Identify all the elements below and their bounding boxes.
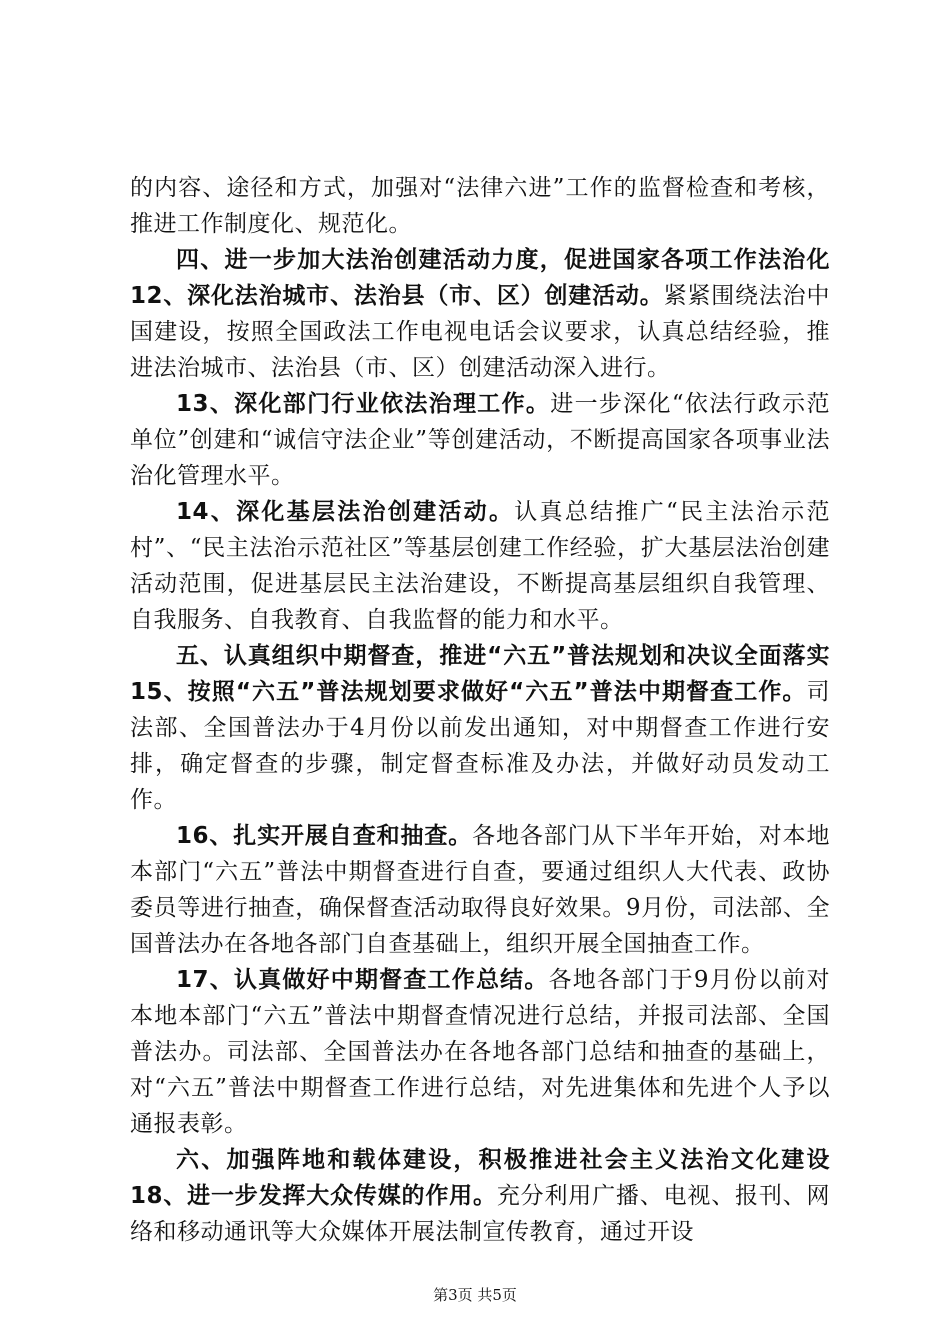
- paragraph-text: 司法部、全国普法办于4月份以前发出通知，对中期督查工作进行安排，确定督查的步骤，制定督查标准及办法，并做好动员发动工作。: [130, 679, 830, 813]
- paragraph-text: 各地各部门于9月份以前对本地本部门“六五”普法中期督查情况进行总结，并报司法部、全国普法办。司法部、全国普法办在各地各部门总结和抽查的基础上，对“六五”普法中期督查工作进行总结，对先进集体和先进个人予以通报表彰。: [130, 967, 830, 1137]
- paragraph-4: [130, 494, 830, 638]
- paragraph-5: [130, 638, 830, 818]
- paragraph-text: 的内容、途径和方式，加强对“法律六进”工作的监督检查和考核，推进工作制度化、规范化。: [130, 175, 830, 237]
- paragraph-heading: 13、深化部门行业依法治理工作。: [176, 391, 551, 417]
- paragraph-2: [130, 242, 830, 386]
- paragraph-text: 充分利用广播、电视、报刊、网络和移动通讯等大众媒体开展法制宣传教育，通过开设: [130, 1183, 830, 1245]
- paragraph-text: 进一步深化“依法行政示范单位”创建和“诚信守法企业”等创建活动，不断提高国家各项事业法治化管理水平。: [130, 391, 830, 489]
- document-body: [130, 170, 830, 1250]
- paragraph-text: 认真总结推广“民主法治示范村”、“民主法治示范社区”等基层创建工作经验，扩大基层法治创建活动范围，促进基层民主法治建设，不断提高基层组织自我管理、自我服务、自我教育、自我监督的能力和水平。: [130, 499, 830, 633]
- paragraph-heading: 14、深化基层法治创建活动。: [176, 499, 515, 525]
- paragraph-6: [130, 818, 830, 962]
- paragraph-text: 各地各部门从下半年开始，对本地本部门“六五”普法中期督查进行自查，要通过组织人大代表、政协委员等进行抽查，确保督查活动取得良好效果。9月份，司法部、全国普法办在各地各部门自查基础上，组织开展全国抽查工作。: [130, 823, 831, 957]
- paragraph-7: [130, 962, 830, 1142]
- paragraph-8: [130, 1142, 830, 1250]
- page-footer: 第3页 共5页: [433, 1286, 517, 1304]
- paragraph-heading: 四、进一步加大法治创建活动力度，促进国家各项工作法治化 12、深化法治城市、法治县（市、区）创建活动。: [130, 247, 830, 309]
- paragraph-1: [130, 170, 830, 242]
- paragraph-heading: 16、扎实开展自查和抽查。: [176, 823, 473, 849]
- paragraph-text: 紧紧围绕法治中国建设，按照全国政法工作电视电话会议要求，认真总结经验，推进法治城市、法治县（市、区）创建活动深入进行。: [130, 283, 831, 381]
- paragraph-3: [130, 386, 830, 494]
- paragraph-heading: 六、加强阵地和载体建设，积极推进社会主义法治文化建设 18、进一步发挥大众传媒的作用。: [130, 1147, 830, 1209]
- paragraph-heading: 17、认真做好中期督查工作总结。: [176, 967, 549, 993]
- paragraph-heading: 五、认真组织中期督查，推进“六五”普法规划和决议全面落实 15、按照“六五”普法规划要求做好“六五”普法中期督查工作。: [130, 643, 830, 705]
